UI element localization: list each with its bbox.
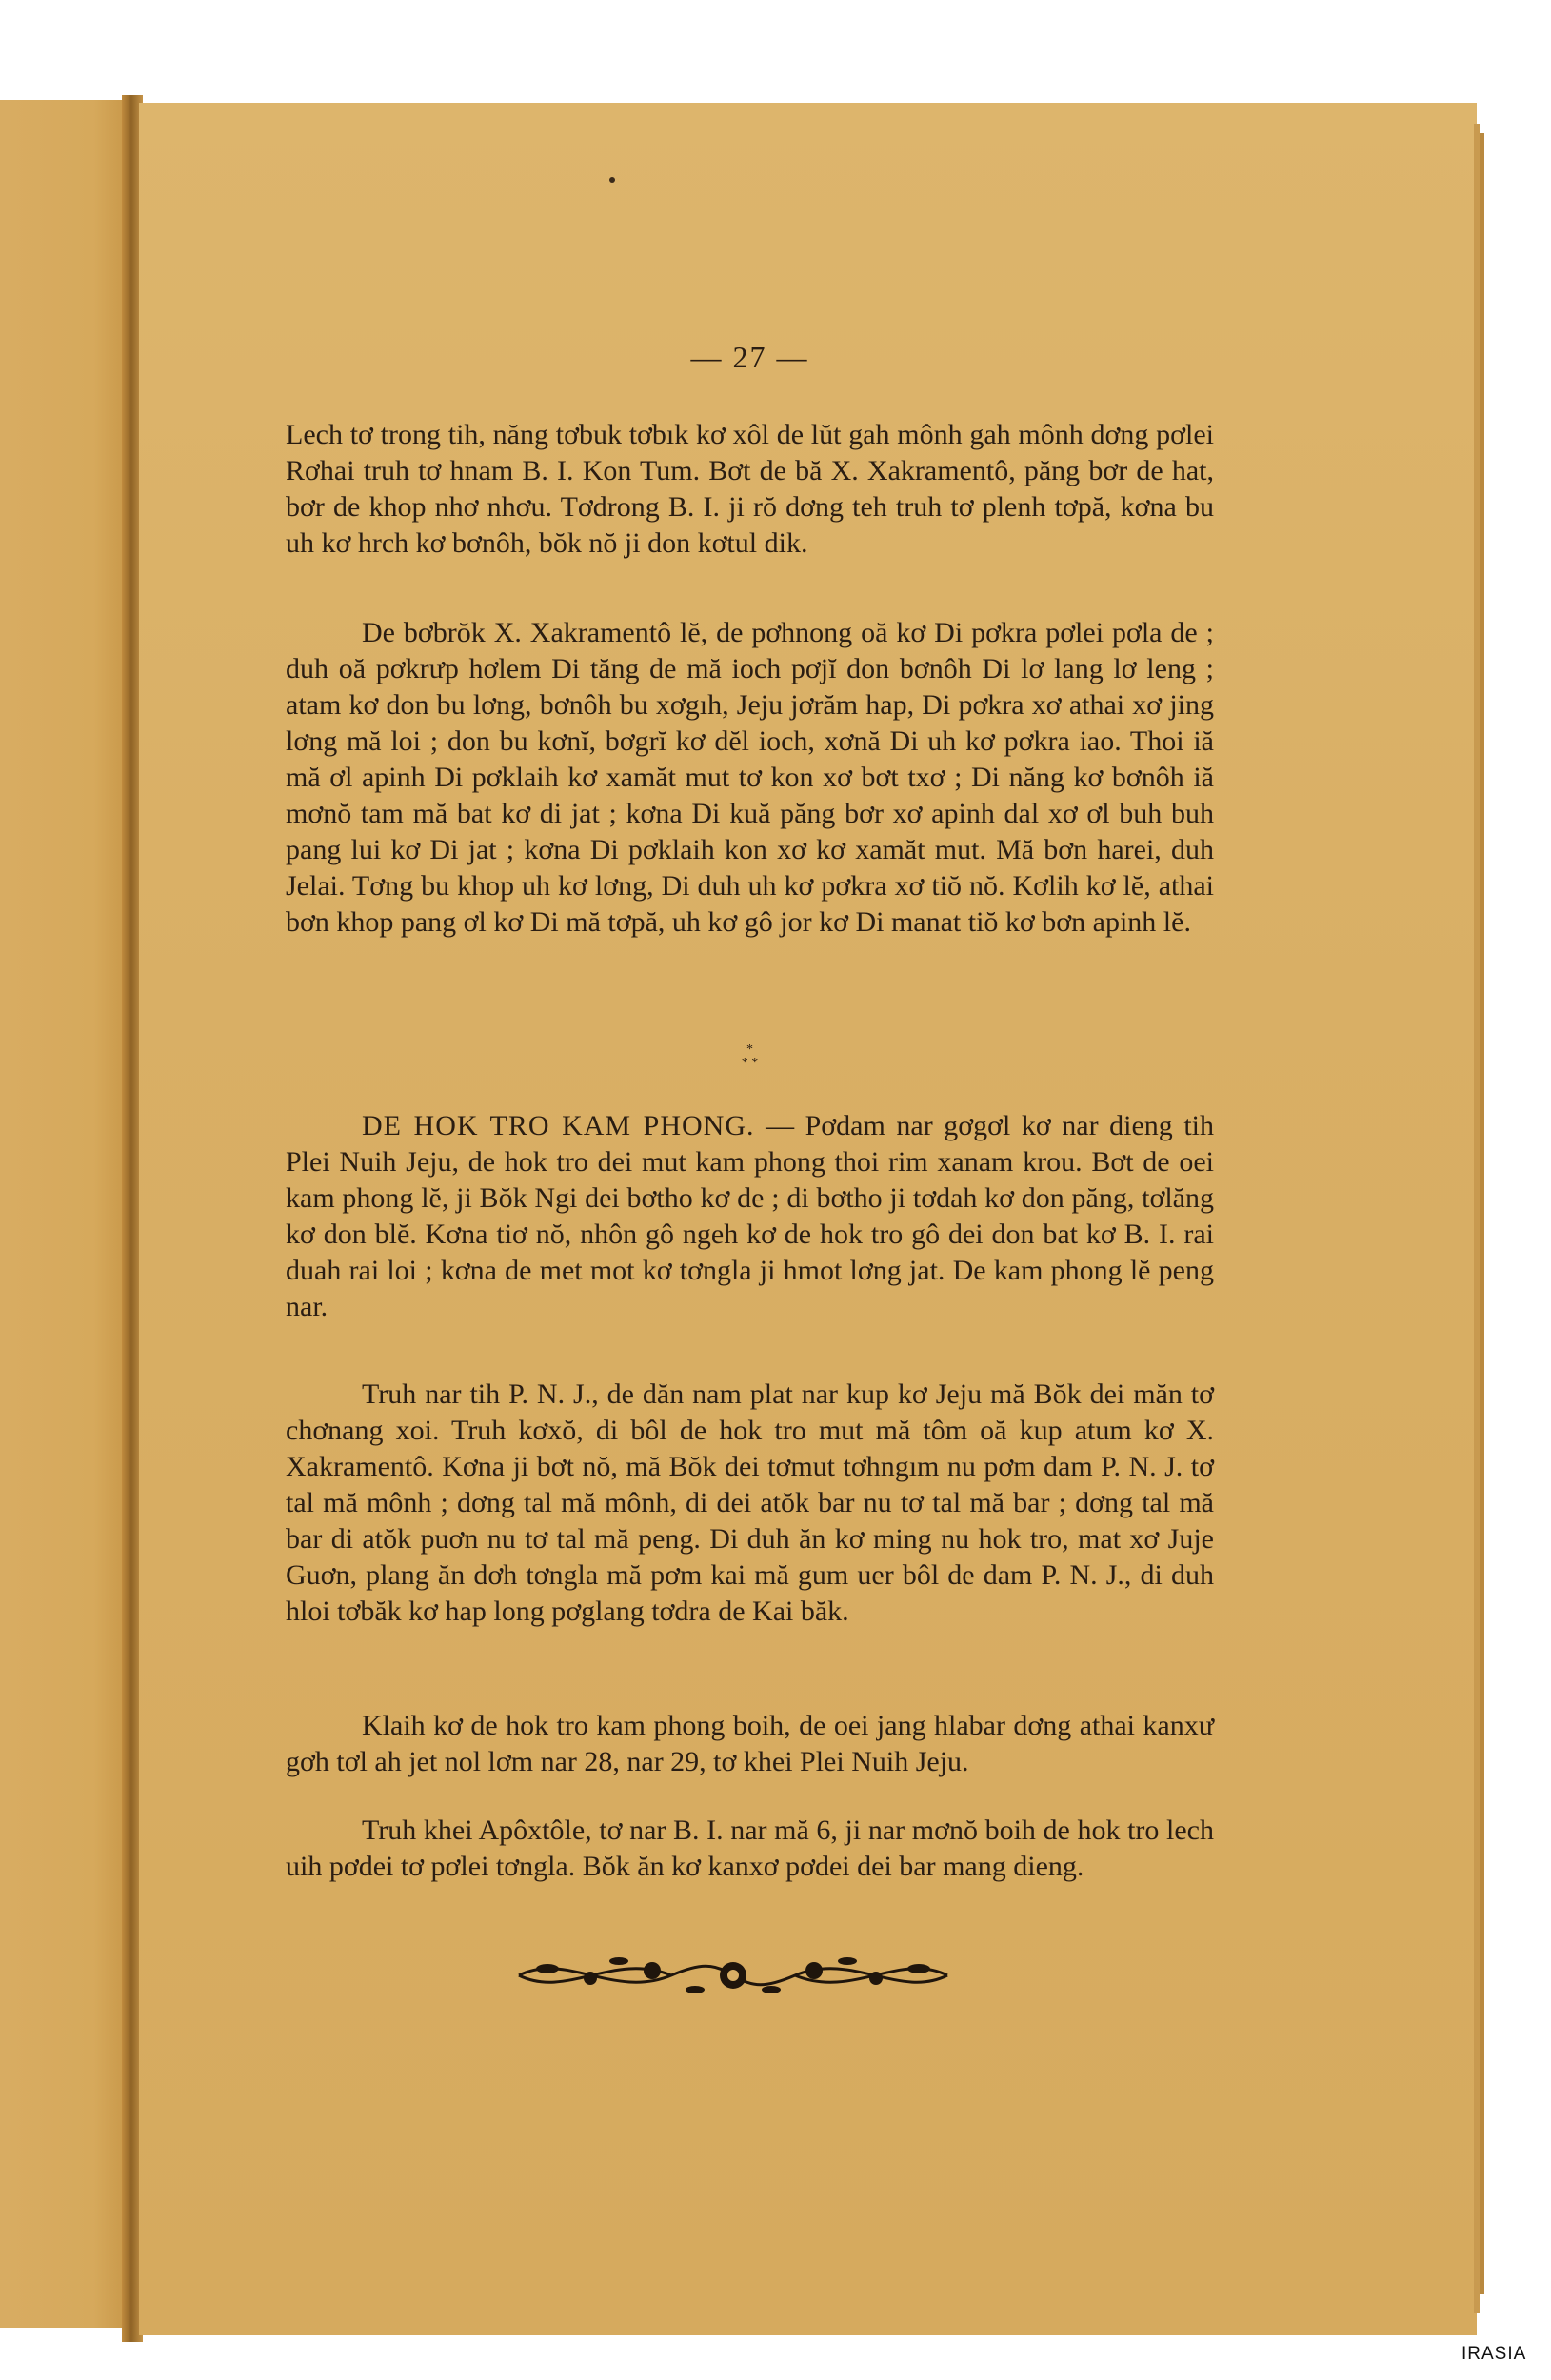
- paragraph-4: Truh nar tih P. N. J., de dăn nam plat nar kup kơ Jeju mă Bŏk dei măn tơ chơnang xoi. Truh kơxŏ, di bôl de hok tro mut mă tôm oă kup atum kơ X. Xakramentô. Kơna ji bơt nŏ, mă Bŏk dei tơmut tơhngım nu pơm dam P. N. J. tơ tal mă mônh ; dơng tal mă mônh, di dei atŏk bar nu tơ tal mă bar ; dơng tal mă bar di atŏk puơn nu tơ tal mă peng. Di duh ăn kơ ming nu hok tro, mat xơ Juje Guơn, plang ăn dơh tơngla mă pơm kai mă gum uer bôl de dam P. N. J., di duh hloi tơbăk kơ hap long pơglang tơdra de Kai băk.: [286, 1378, 1214, 1627]
- facing-page-left: [0, 100, 133, 2328]
- paragraph-2: De bơbrŏk X. Xakramentô lĕ, de pơhnong oă kơ Di pơkra pơlei pơla de ; duh oă pơkrưp hơlem Di tăng de mă ioch pơjĭ don bơnôh Di lơ lang lơ leng ; atam kơ don bu lơng, bơnôh bu xơgıh, Jeju jơrăm hap, Di pơkra xơ athai xơ jing lơng mă loi ; don bu kơnĭ, bơgrĭ kơ dĕl ioch, xơnă Di uh kơ pơkra iao. Thoi iă mă ơl apinh Di pơklaih kơ xamăt mut tơ kon xơ bơt txơ ; Di năng kơ bơnôh iă mơnŏ tam mă bat kơ di jat ; kơna Di kuă păng bơr xơ apinh dal xơ ơl buh buh pang lui kơ Di jat ; kơna Di pơklaih kon xơ kơ xamăt mut. Mă bơn harei, duh Jelai. Tơng bu khop uh kơ lơng, Di duh uh kơ pơkra xơ tiŏ nŏ. Kơlih kơ lĕ, athai bơn khop pang ơl kơ Di mă tơpă, uh kơ gô jor kơ Di manat tiŏ kơ bơn apinh lĕ.: [286, 617, 1214, 938]
- paragraph-5: Klaih kơ de hok tro kam phong boih, de oei jang hlabar dơng athai kanxư gơh tơl ah jet nol lơm nar 28, nar 29, tơ khei Plei Nuih Jeju.: [286, 1710, 1214, 1777]
- watermark-label: IRASIA: [1462, 2344, 1527, 2364]
- page-edge: [1480, 133, 1484, 2294]
- floral-ornament-icon: [509, 1942, 957, 2009]
- page-number: — 27 —: [690, 340, 809, 374]
- separator-star-top: *: [746, 1042, 753, 1057]
- paragraph-3: [286, 1108, 1214, 1325]
- paragraph-1: Lech tơ trong tih, năng tơbuk tơbık kơ xôl de lŭt gah mônh gah mônh dơng pơlei Rơhai truh tơ hnam B. I. Kon Tum. Bơt de bă X. Xakramentô, păng bơr de hat, bơr de khop nhơ nhơu. Tơdrong B. I. ji rŏ dơng teh truh tơ plenh tơpă, kơna bu uh kơ hrch kơ bơnôh, bŏk nŏ ji don kơtul dik.: [286, 419, 1214, 559]
- section-heading: DE HOK TRO KAM PHONG.: [362, 1110, 755, 1141]
- paper-speck: [609, 177, 615, 183]
- separator-stars-bottom: * *: [741, 1056, 759, 1070]
- paragraph-3-body: — Pơdam nar gơgơl kơ nar dieng tih Plei Nuih Jeju, de hok tro dei mut kam phong thoi rim xanam krou. Bơt de oei kam phong lĕ, ji Bŏk Ngi dei bơtho kơ de ; di bơtho ji tơdah kơ don păng, tơlăng kơ don blĕ. Kơna tiơ nŏ, nhôn gô ngeh kơ de hok tro gô dei don bat kơ B. I. rai duah rai loi ; kơna de met mot kơ tơngla ji hmot lơng jat. De kam phong lĕ peng nar.: [286, 1110, 1215, 1322]
- paragraph-6: Truh khei Apôxtôle, tơ nar B. I. nar mă 6, ji nar mơnŏ boih de hok tro lech uih pơdei tơ pơlei tơngla. Bŏk ăn kơ kanxơ pơdei dei bar mang dieng.: [286, 1815, 1214, 1882]
- section-separator: [286, 1043, 1214, 1070]
